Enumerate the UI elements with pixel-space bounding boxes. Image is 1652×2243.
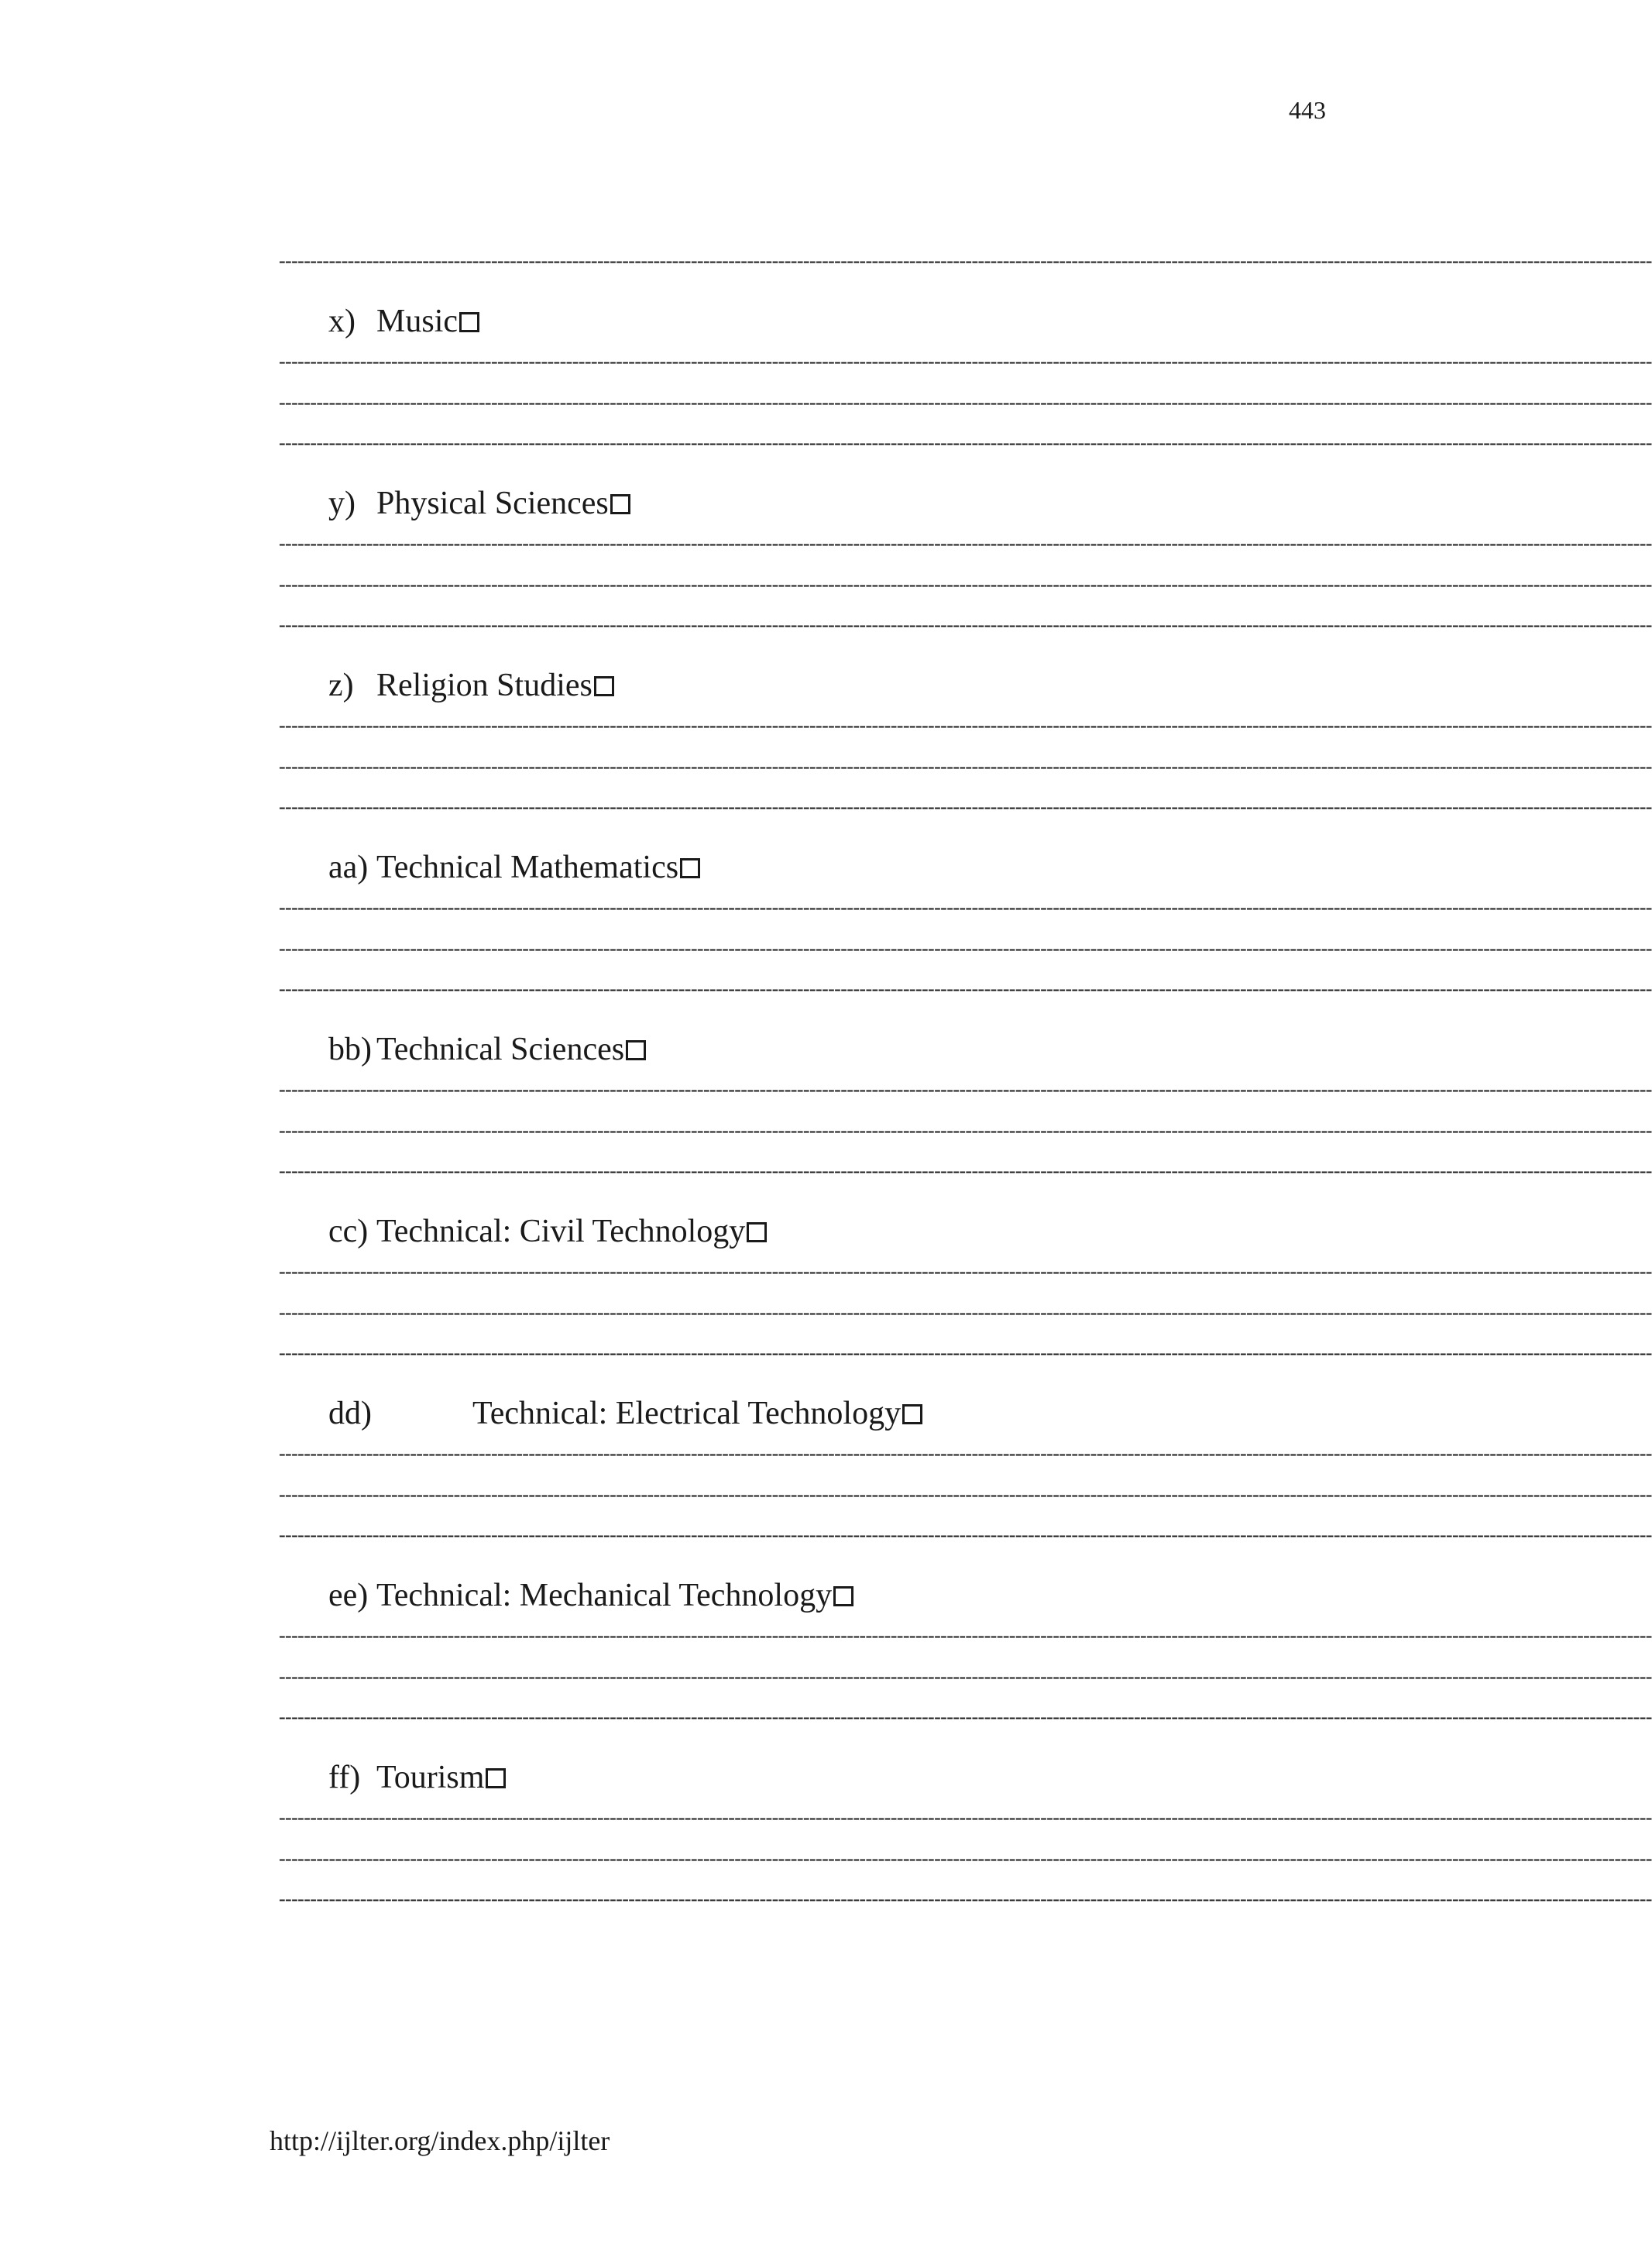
item-label-text: Technical: Civil Technology bbox=[376, 1214, 746, 1249]
item-label-text: Technical: Electrical Technology bbox=[472, 1396, 902, 1431]
answer-line: ---------------------------------------------------------------------------------------------------------------------------------------------------------------------------------------------------------------------------- bbox=[279, 1159, 1652, 1182]
item-heading bbox=[0, 300, 1586, 343]
answer-line: ---------------------------------------------------------------------------------------------------------------------------------------------------------------------------------------------------------------------------- bbox=[279, 1806, 1652, 1829]
answer-line: ---------------------------------------------------------------------------------------------------------------------------------------------------------------------------------------------------------------------------- bbox=[279, 1260, 1652, 1283]
answer-line: ---------------------------------------------------------------------------------------------------------------------------------------------------------------------------------------------------------------------------- bbox=[279, 613, 1652, 636]
item-heading bbox=[0, 1574, 1586, 1617]
item-heading bbox=[0, 664, 1586, 707]
item-letter: aa) bbox=[328, 850, 369, 885]
item-letter: dd) bbox=[328, 1396, 372, 1431]
answer-line: ---------------------------------------------------------------------------------------------------------------------------------------------------------------------------------------------------------------------------- bbox=[279, 532, 1652, 555]
answer-line: ---------------------------------------------------------------------------------------------------------------------------------------------------------------------------------------------------------------------------- bbox=[279, 1301, 1652, 1324]
answer-line: ---------------------------------------------------------------------------------------------------------------------------------------------------------------------------------------------------------------------------- bbox=[279, 977, 1652, 1000]
item-label bbox=[376, 846, 700, 889]
checkbox[interactable] bbox=[747, 1222, 767, 1242]
answer-line: ---------------------------------------------------------------------------------------------------------------------------------------------------------------------------------------------------------------------------- bbox=[279, 431, 1652, 454]
answer-line: ---------------------------------------------------------------------------------------------------------------------------------------------------------------------------------------------------------------------------- bbox=[279, 1442, 1652, 1465]
answer-line: ---------------------------------------------------------------------------------------------------------------------------------------------------------------------------------------------------------------------------- bbox=[279, 1887, 1652, 1910]
answer-line: ---------------------------------------------------------------------------------------------------------------------------------------------------------------------------------------------------------------------------- bbox=[279, 1119, 1652, 1142]
answer-line: ---------------------------------------------------------------------------------------------------------------------------------------------------------------------------------------------------------------------------- bbox=[279, 1483, 1652, 1506]
item-label bbox=[376, 1574, 853, 1617]
item-label-text: Technical Mathematics bbox=[376, 850, 679, 885]
item-letter: x) bbox=[328, 304, 355, 339]
item-heading bbox=[0, 1756, 1586, 1799]
answer-line: ---------------------------------------------------------------------------------------------------------------------------------------------------------------------------------------------------------------------------- bbox=[279, 937, 1652, 960]
answer-line: ---------------------------------------------------------------------------------------------------------------------------------------------------------------------------------------------------------------------------- bbox=[279, 755, 1652, 778]
item-label bbox=[376, 482, 630, 525]
item-label-text: Music bbox=[376, 304, 458, 339]
checkbox[interactable] bbox=[833, 1586, 853, 1606]
checkbox[interactable] bbox=[626, 1040, 646, 1060]
answer-line: ---------------------------------------------------------------------------------------------------------------------------------------------------------------------------------------------------------------------------- bbox=[279, 573, 1652, 596]
checkbox[interactable] bbox=[680, 858, 700, 878]
answer-line: ---------------------------------------------------------------------------------------------------------------------------------------------------------------------------------------------------------------------------- bbox=[279, 1705, 1652, 1728]
checkbox[interactable] bbox=[594, 676, 614, 696]
checkbox[interactable] bbox=[459, 312, 479, 332]
item-heading bbox=[0, 1392, 1586, 1435]
answer-line: ---------------------------------------------------------------------------------------------------------------------------------------------------------------------------------------------------------------------------- bbox=[279, 1341, 1652, 1364]
item-heading bbox=[0, 482, 1586, 525]
item-letter: ee) bbox=[328, 1578, 369, 1613]
item-heading bbox=[0, 846, 1586, 889]
answer-line: ---------------------------------------------------------------------------------------------------------------------------------------------------------------------------------------------------------------------------- bbox=[279, 1847, 1652, 1870]
item-label bbox=[376, 1210, 767, 1253]
answer-line: ---------------------------------------------------------------------------------------------------------------------------------------------------------------------------------------------------------------------------- bbox=[279, 714, 1652, 737]
item-letter: ff) bbox=[328, 1760, 361, 1795]
item-letter: cc) bbox=[328, 1214, 369, 1249]
checkbox[interactable] bbox=[902, 1404, 922, 1424]
item-label bbox=[376, 300, 479, 343]
separator-line: ---------------------------------------------------------------------------------------------------------------------------------------------------------------------------------------------------------------------------- bbox=[279, 249, 1652, 272]
item-heading bbox=[0, 1210, 1586, 1253]
page-number: 443 bbox=[1289, 96, 1326, 124]
item-letter: y) bbox=[328, 486, 355, 521]
item-letter: bb) bbox=[328, 1032, 372, 1067]
answer-line: ---------------------------------------------------------------------------------------------------------------------------------------------------------------------------------------------------------------------------- bbox=[279, 1665, 1652, 1688]
item-label bbox=[376, 1028, 646, 1071]
answer-line: ---------------------------------------------------------------------------------------------------------------------------------------------------------------------------------------------------------------------------- bbox=[279, 391, 1652, 414]
footer-url: http://ijlter.org/index.php/ijlter bbox=[270, 2125, 610, 2156]
answer-line: ---------------------------------------------------------------------------------------------------------------------------------------------------------------------------------------------------------------------------- bbox=[279, 795, 1652, 818]
checkbox[interactable] bbox=[486, 1768, 506, 1788]
item-label bbox=[376, 664, 614, 707]
answer-line: ---------------------------------------------------------------------------------------------------------------------------------------------------------------------------------------------------------------------------- bbox=[279, 1624, 1652, 1647]
item-label-text: Technical Sciences bbox=[376, 1032, 625, 1067]
answer-line: ---------------------------------------------------------------------------------------------------------------------------------------------------------------------------------------------------------------------------- bbox=[279, 350, 1652, 373]
answer-line: ---------------------------------------------------------------------------------------------------------------------------------------------------------------------------------------------------------------------------- bbox=[279, 1078, 1652, 1101]
answer-line: ---------------------------------------------------------------------------------------------------------------------------------------------------------------------------------------------------------------------------- bbox=[279, 896, 1652, 919]
item-label-text: Physical Sciences bbox=[376, 486, 609, 521]
item-label-text: Religion Studies bbox=[376, 668, 592, 703]
item-label-text: Tourism bbox=[376, 1760, 485, 1795]
checkbox[interactable] bbox=[610, 494, 630, 514]
item-letter: z) bbox=[328, 668, 354, 703]
item-heading bbox=[0, 1028, 1586, 1071]
item-label-text: Technical: Mechanical Technology bbox=[376, 1578, 833, 1613]
item-label bbox=[376, 1756, 506, 1799]
item-label bbox=[472, 1392, 922, 1435]
answer-line: ---------------------------------------------------------------------------------------------------------------------------------------------------------------------------------------------------------------------------- bbox=[279, 1523, 1652, 1546]
